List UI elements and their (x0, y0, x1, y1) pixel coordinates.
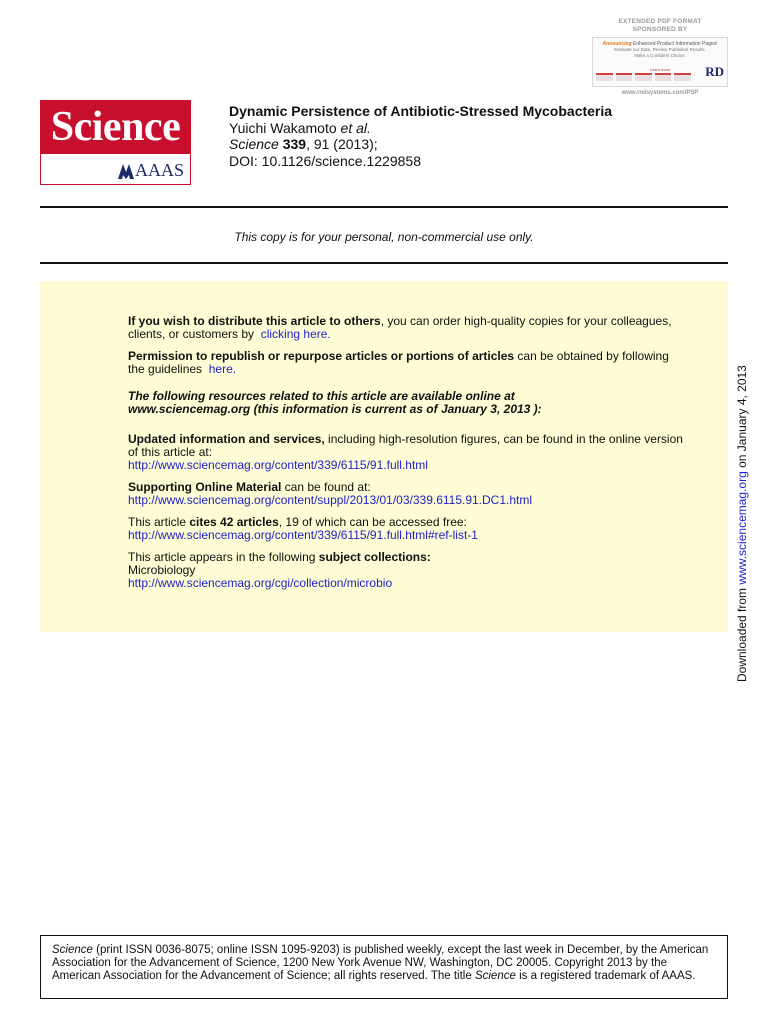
clicking-here-link[interactable]: clicking here. (260, 327, 331, 341)
som-bold: Supporting Online Material (128, 480, 282, 494)
footer-science-title: Science (474, 970, 516, 982)
guidelines-here-link[interactable]: here. (208, 362, 237, 376)
updated-text: including high-resolution figures, can be found in the online version of this article at: (128, 432, 683, 459)
aaas-logo (118, 160, 184, 181)
ad-subline2: Make a Confident Choice. (634, 52, 686, 58)
info-panel (40, 281, 728, 632)
science-wordmark: Science (41, 101, 190, 154)
copyright-footer (40, 935, 728, 999)
resources-heading (128, 390, 688, 416)
ad-subline1: Evaluate our Data. Review Published Results. (614, 47, 706, 52)
cites-text: , 19 of which can be accessed free: (278, 515, 467, 529)
rd-logo: RD (705, 64, 724, 79)
cites-pre: This article (128, 515, 190, 529)
ad-product-strip (596, 73, 691, 81)
ad-url[interactable]: www.rndsystems.com/PSP (621, 90, 699, 96)
footer-trademark: is a registered trademark of AAAS. (515, 970, 696, 982)
resources-line2: www.sciencemag.org (this information is current as of January 3, 2013 ): (128, 402, 542, 416)
author-name: Yuichi Wakamoto (229, 119, 337, 136)
som-text: can be found at: (281, 480, 371, 494)
full-html-link[interactable]: http://www.sciencemag.org/content/339/6115/91.full.html (128, 458, 428, 472)
journal-volume: 339 (282, 136, 307, 152)
collection-link[interactable]: http://www.sciencemag.org/cgi/collection/microbio (128, 576, 393, 590)
distribute-bold: If you wish to distribute this article to others (128, 314, 381, 328)
distribute-text: , you can order high-quality copies for your colleagues, clients, or customers by (128, 314, 672, 341)
permission-bold: Permission to republish or repurpose articles or portions of articles (128, 349, 515, 363)
collection-name: Microbiology (128, 563, 196, 577)
ad-banner[interactable] (592, 37, 728, 87)
article-doi: DOI: 10.1126/science.1229858 (229, 152, 421, 169)
distribute-paragraph (128, 315, 688, 341)
cites-paragraph (128, 516, 688, 542)
et-al: et al. (340, 119, 371, 136)
personal-use-notice: This copy is for your personal, non-commercial use only. (234, 230, 534, 244)
aaas-wordmark: AAAS (134, 160, 184, 180)
ad-announcing: Announcing (602, 41, 632, 47)
aaas-mark-icon (118, 163, 134, 179)
ad-header (592, 18, 728, 34)
article-title: Dynamic Persistence of Antibiotic-Stressed Mycobacteria (229, 103, 613, 119)
footer-text: (print ISSN 0036-8075; online ISSN 1095-9203) is published weekly, except the last week in December, by the American Association for the Advancement of Science, 1200 New York Avenue NW, Washington, DC 20005. Copyright 2013 by the American Association for the Advancement of Science; all rights reserved. The title (52, 944, 709, 982)
download-date: on January 4, 2013 (735, 365, 749, 472)
bottom-divider (40, 262, 728, 264)
ref-list-link[interactable]: http://www.sciencemag.org/content/339/6115/91.full.html#ref-list-1 (128, 528, 478, 542)
som-link[interactable]: http://www.sciencemag.org/content/suppl/2013/01/03/339.6115.91.DC1.html (128, 493, 533, 507)
sponsor-ad[interactable] (592, 18, 728, 96)
journal-pages-year: , 91 (2013); (306, 136, 378, 152)
cites-bold: cites 42 articles (189, 515, 279, 529)
article-journal-line (229, 136, 612, 153)
collections-bold: subject collections: (318, 550, 431, 564)
updated-bold: Updated information and services, (128, 432, 325, 446)
updated-paragraph (128, 433, 688, 472)
permission-text: can be obtained by following the guidelines (128, 349, 669, 376)
download-pre: Downloaded from (735, 584, 749, 682)
sciencemag-link[interactable]: www.sciencemag.org (735, 471, 749, 585)
ad-header-line1: EXTENDED PDF FORMAT (618, 18, 702, 25)
collections-paragraph (128, 551, 688, 590)
download-watermark (735, 365, 749, 682)
top-divider (40, 206, 728, 208)
journal-name: Science (229, 136, 279, 152)
ad-headline-text: Enhanced Product Information Pages! (633, 41, 718, 47)
ad-learn-more-button[interactable]: Learn more (649, 67, 671, 72)
collections-pre: This article appears in the following (128, 550, 319, 564)
footer-science: Science (52, 944, 93, 956)
som-paragraph (128, 481, 688, 507)
ad-header-line2: SPONSORED BY (632, 26, 688, 33)
article-authors (229, 120, 612, 137)
resources-line1: The following resources related to this article are available online at (128, 389, 515, 403)
permission-paragraph (128, 350, 688, 376)
citation-block (229, 103, 612, 169)
science-logo (40, 100, 191, 185)
